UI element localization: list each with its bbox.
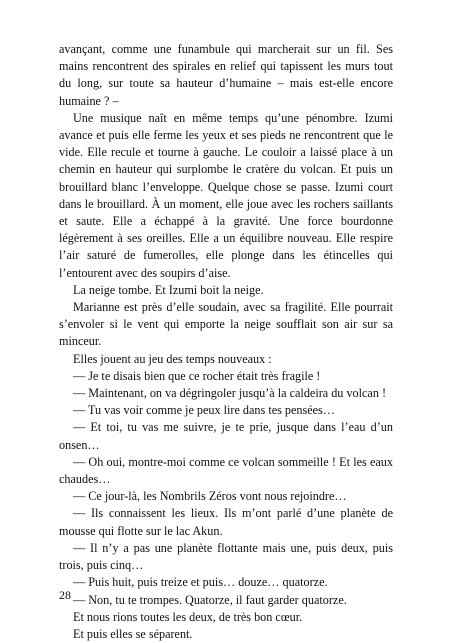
- dialogue-line: — Il n’y a pas une planète flottante mais une, puis deux, puis trois, puis cinq…: [59, 540, 393, 573]
- dialogue-line: — Maintenant, on va dégringoler jusqu’à la caldeira du volcan !: [73, 386, 387, 401]
- paragraph: Et puis elles se séparent.: [73, 626, 193, 641]
- paragraph: Marianne est près d’elle soudain, avec sa fragilité. Elle pourrait s’envoler si le vent qui emporte la neige soufflait son air sur sa minceur.: [59, 300, 393, 349]
- paragraph: avançant, comme une funambule qui marcherait sur un fil. Ses mains rencontrent des spirales en relief qui tapissent les murs tout du long, sur toute sa hauteur d’humaine – mais est-elle encore humaine ? –: [59, 42, 393, 108]
- body-text: [59, 41, 393, 643]
- dialogue-line: — Je te disais bien que ce rocher était très fragile !: [73, 368, 321, 383]
- dialogue-line: — Et toi, tu vas me suivre, je te prie, jusque dans l’eau d’un onsen…: [59, 420, 393, 452]
- paragraph: Une musique naît en même temps qu’une pénombre. Izumi avance et puis elle ferme les yeux et ses pieds ne rencontrent que le vide. Elle recule et tourne à gauche. Le couloir a laissé place à un chemin en hauteur qui surplombe le cratère du volcan. Et puis un brouillard blanc l’enveloppe. Quelque chose se passe. Izumi court dans le brouillard. À un moment, elle joue avec les rochers saillants et saute. Elle a échappé à la gravité. Une force bourdonne légèrement à ses oreilles. Elle a un équilibre nouveau. Elle respire l’air saturé de fumerolles, elle plonge dans les étincelles qui l’entourent avec des soupirs d’aise.: [59, 110, 393, 280]
- dialogue-line: — Puis huit, puis treize et puis… douze… quatorze.: [73, 575, 328, 590]
- paragraph: La neige tombe. Et Izumi boit la neige.: [73, 282, 264, 297]
- paragraph: Elles jouent au jeu des temps nouveaux :: [73, 351, 272, 366]
- dialogue-line: — Tu vas voir comme je peux lire dans tes pensées…: [73, 403, 335, 418]
- dialogue-line: — Ce jour-là, les Nombrils Zéros vont nous rejoindre…: [73, 489, 347, 504]
- paragraph: Et nous rions toutes les deux, de très bon cœur.: [73, 609, 303, 624]
- dialogue-line: — Ils connaissent les lieux. Ils m’ont parlé d’une planète de mousse qui flotte sur le lac Akun.: [59, 506, 393, 538]
- dialogue-line: — Oh oui, montre-moi comme ce volcan sommeille ! Et les eaux chaudes…: [59, 454, 393, 487]
- dialogue-line: — Non, tu te trompes. Quatorze, il faut garder quatorze.: [73, 592, 347, 607]
- page-number: 28: [59, 588, 71, 602]
